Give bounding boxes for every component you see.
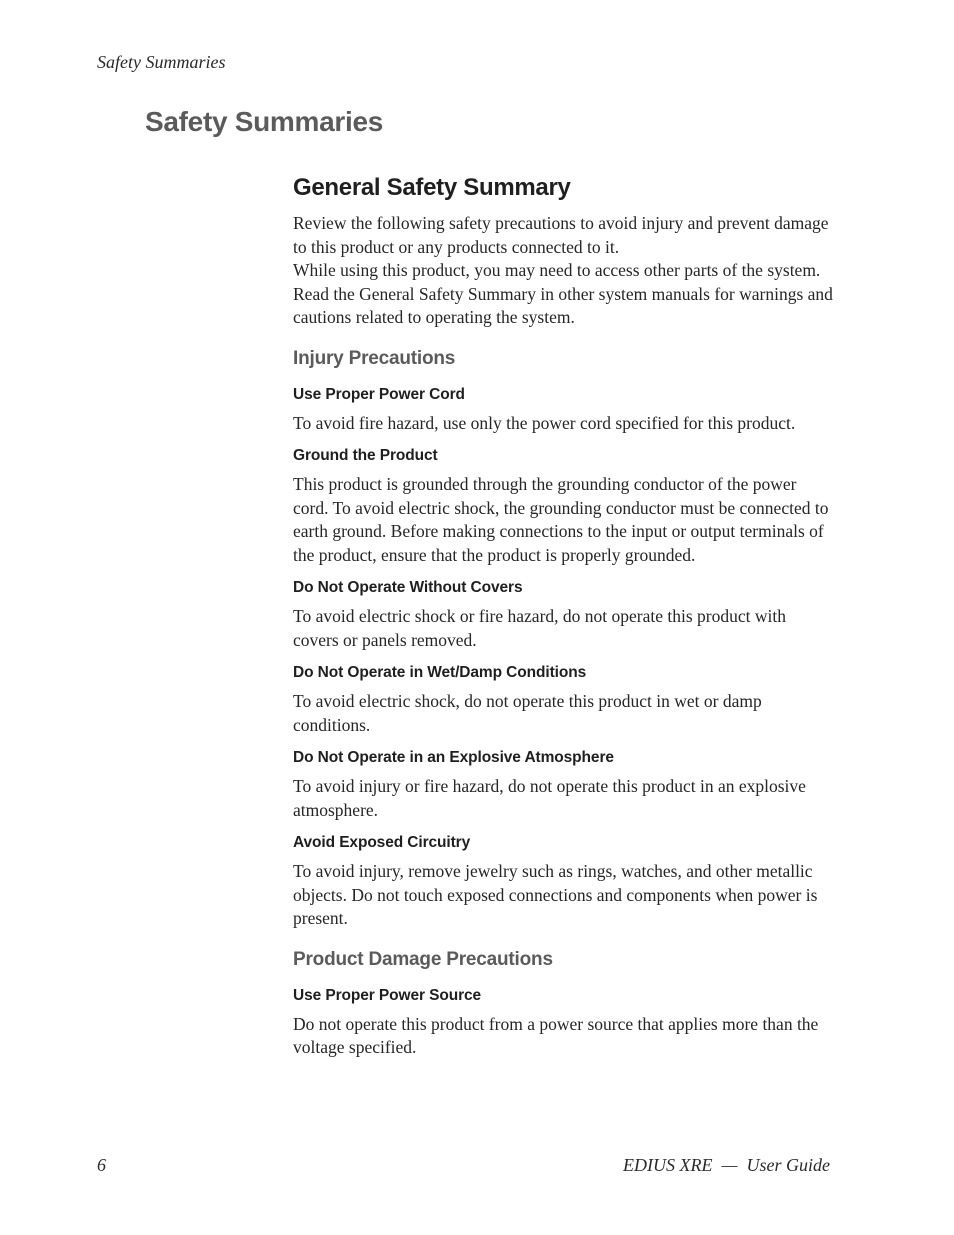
item-text: To avoid injury, remove jewelry such as rings, watches, and other metallic objects. Do not touch exposed connections and components when power is present. (293, 861, 818, 928)
item-title: Avoid Exposed Circuitry (293, 834, 471, 851)
item-title: Ground the Product (293, 447, 438, 464)
item-explosive (293, 749, 833, 822)
item-title: Use Proper Power Source (293, 986, 482, 1004)
general-system-paragraph: While using this product, you may need to access other parts of the system. Read the General Safety Summary in other system manuals for warnings and cautions related to operating the system. (293, 260, 833, 327)
footer-document-title: EDIUS XRE — User Guide (623, 1155, 830, 1175)
item-text: Do not operate this product from a power source that applies more than the voltage specified. (293, 1013, 819, 1057)
item-text: To avoid injury or fire hazard, do not operate this product in an explosive atmosphere. (293, 776, 806, 820)
item-wet-damp (293, 664, 833, 737)
general-safety-title: General Safety Summary (293, 174, 571, 201)
item-title: Do Not Operate in Wet/Damp Conditions (293, 664, 587, 681)
item-title: Do Not Operate in an Explosive Atmosphere (293, 749, 614, 766)
content (293, 174, 833, 1072)
damage-precautions-title: Product Damage Precautions (293, 948, 553, 970)
item-text: To avoid electric shock, do not operate this product in wet or damp conditions. (293, 691, 762, 735)
injury-precautions-title: Injury Precautions (293, 347, 456, 369)
general-intro-paragraph: Review the following safety precautions to avoid injury and prevent damage to this product or any products connected to it. (293, 213, 829, 257)
item-text: To avoid electric shock or fire hazard, do not operate this product with covers or panels removed. (293, 606, 786, 650)
item-ground (293, 447, 833, 567)
running-header: Safety Summaries (97, 52, 226, 72)
item-title: Do Not Operate Without Covers (293, 579, 523, 596)
chapter-title: Safety Summaries (145, 106, 383, 137)
item-power-cord (293, 386, 833, 436)
item-text: To avoid fire hazard, use only the power cord specified for this product. (293, 412, 796, 433)
item-text: This product is grounded through the grounding conductor of the power cord. To avoid electric shock, the grounding conductor must be connected to earth ground. Before making connections to the input or output terminals of the product, ensure that the product is properly grounded. (293, 474, 829, 565)
page-number: 6 (97, 1155, 106, 1175)
item-power-source (293, 987, 833, 1060)
item-covers (293, 579, 833, 652)
item-title: Use Proper Power Cord (293, 385, 465, 403)
item-circuitry (293, 834, 833, 931)
